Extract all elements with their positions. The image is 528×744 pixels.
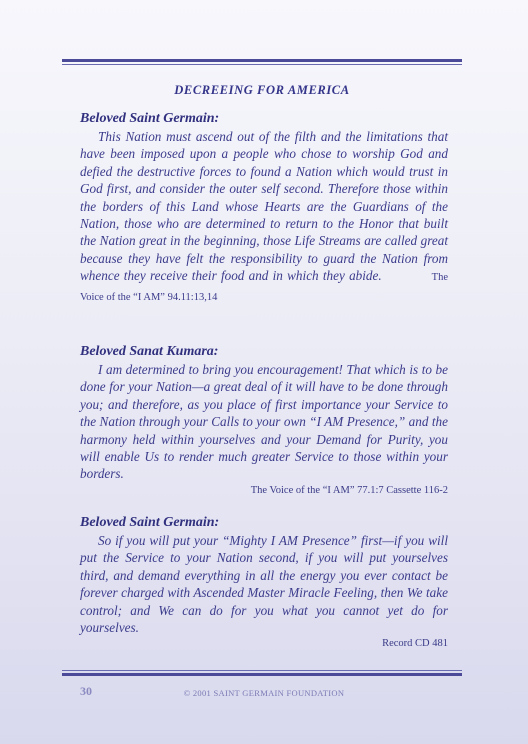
section-citation: The Voice of the “I AM” 94.11:13,14 (80, 272, 448, 303)
bottom-rule (62, 670, 462, 676)
section-body: This Nation must ascend out of the filth and the limitations that have been imposed upon a people who chose to worship God and defied the destructive forces to found a Nation which would trust in God first, and consider the outer self second. Therefore those within the borders of this Land whose Hearts are the Guardians of the Nation, those who are determined to return to the Honor that built the Nation great in the beginning, those Life Streams are called great because they have felt the responsibility to guard the Nation from whence they receive their food and in which they abide. The Voice of the “I AM” 94.11:13,14 (80, 129, 448, 303)
section-citation: Record CD 481 (382, 638, 448, 650)
page-title: DECREEING FOR AMERICA (174, 83, 350, 97)
decree-section-2 (80, 343, 448, 497)
section-heading: Beloved Saint Germain: (80, 111, 220, 126)
section-body: I am determined to bring you encouragement! That which is to be done for your Nation—a great deal of it will have to be done through you; and therefore, as you place of first importance your Service to the Nation through your Calls to your own “I AM Presence,” and the harmony held within yourselves and your Demand for Purity, you will enable Us to render much greater Service to those within your borders. (80, 362, 448, 482)
section-citation: The Voice of the “I AM” 77.1:7 Cassette 116-2 (250, 484, 448, 496)
section-heading: Beloved Saint Germain: (80, 515, 220, 530)
copyright-notice: © 2001 SAINT GERMAIN FOUNDATION (183, 688, 345, 698)
section-heading: Beloved Sanat Kumara: (80, 344, 219, 359)
top-rule (62, 59, 462, 65)
page-number: 30 (80, 684, 92, 698)
section-body: So if you will put your “Mighty I AM Presence” first—if you will put the Service to your Nation second, if you will put yourselves third, and demand everything in all the energy you ever contact be forever charged with Ascended Master Miracle Feeling, then We take control; and We can do for you what you cannot yet do for yourselves. (80, 533, 448, 636)
decree-section-3 (80, 514, 448, 650)
decree-section-1 (80, 110, 448, 306)
